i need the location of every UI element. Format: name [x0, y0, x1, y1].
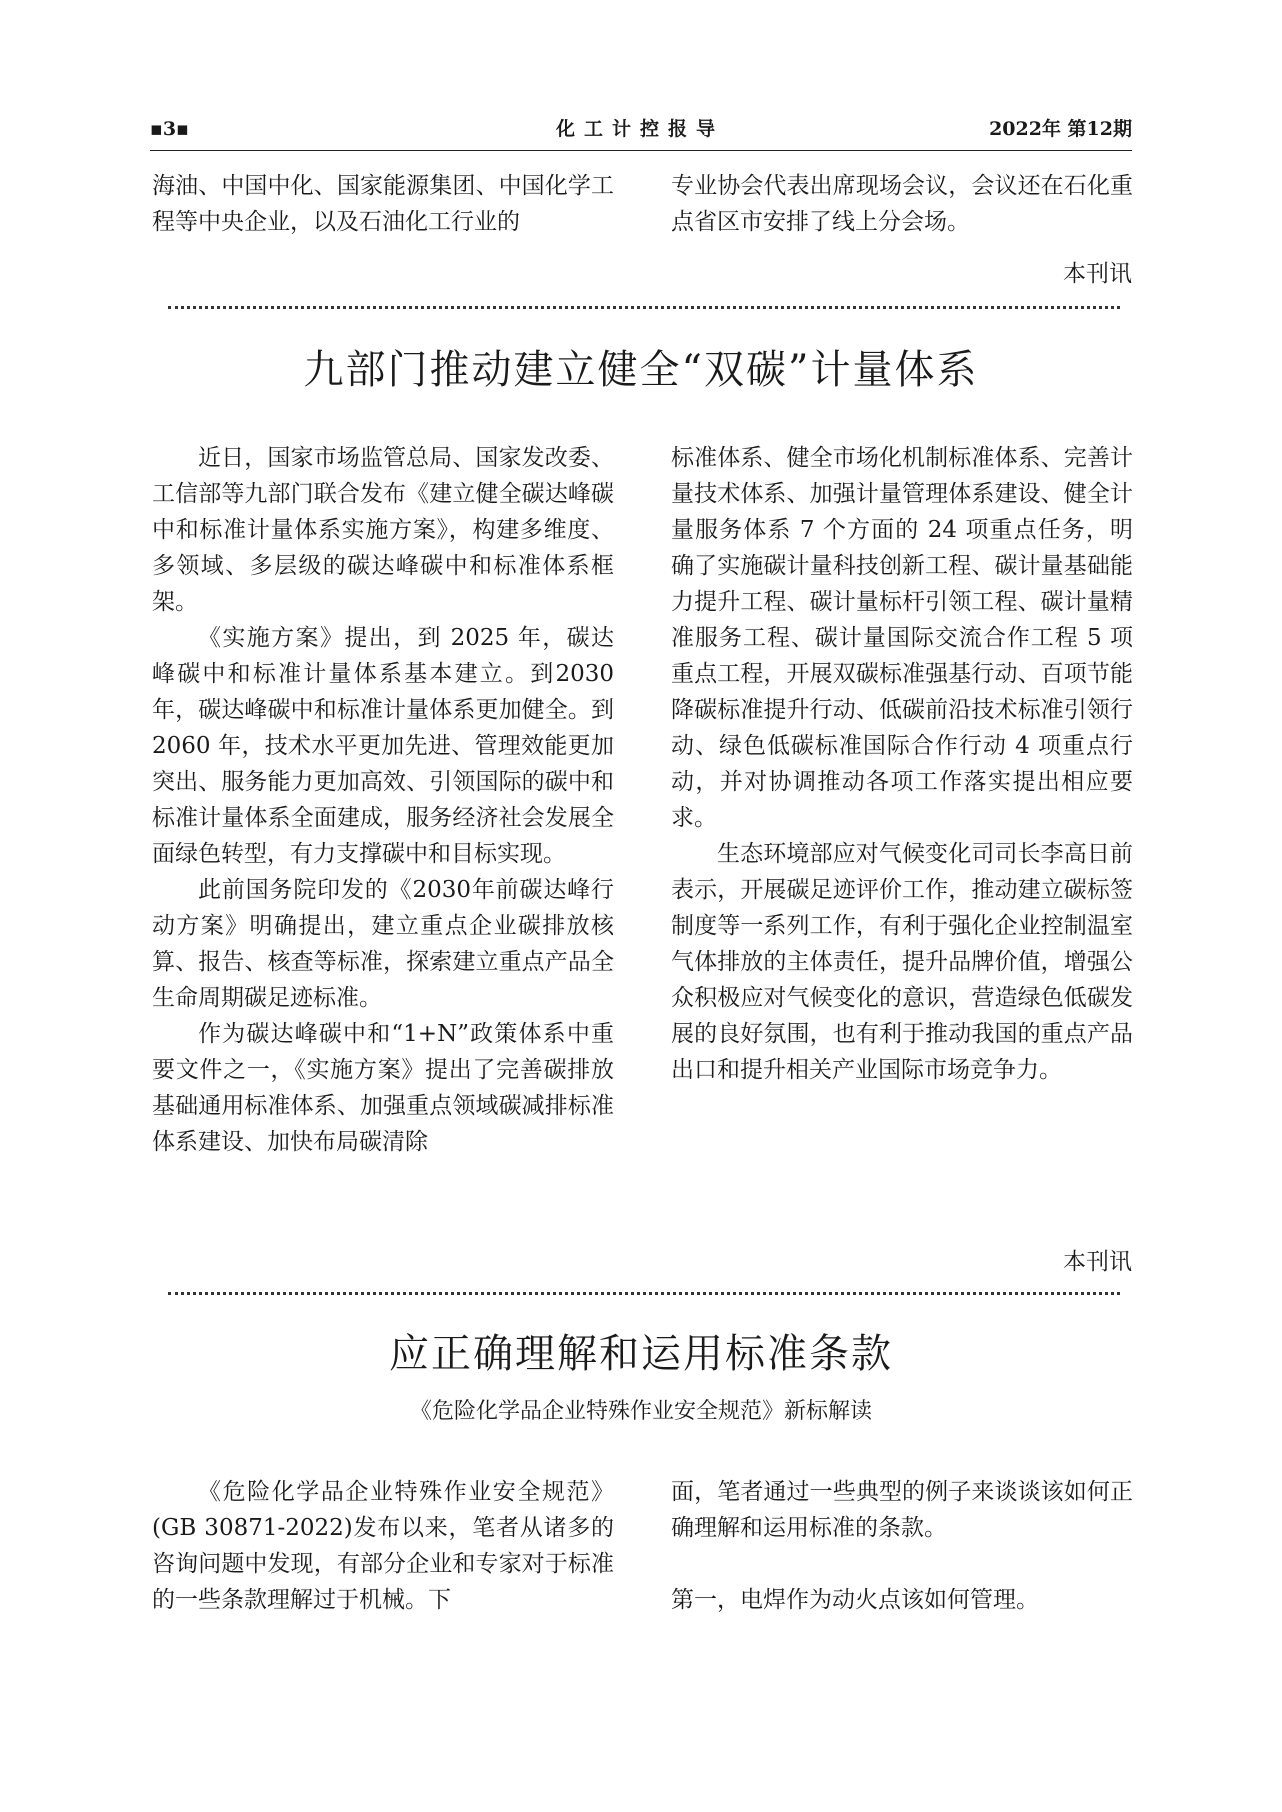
continuation-left-text: 海油、中国中化、国家能源集团、中国化学工程等中央企业，以及石油化工行业的 [152, 173, 614, 235]
article2-paragraph: 面，笔者通过一些典型的例子来谈谈该如何正确理解和运用标准的条款。 [671, 1479, 1133, 1541]
article1-paragraph: 标准体系、健全市场化机制标准体系、完善计量技术体系、加强计量管理体系建设、健全计量服务体系 7 个方面的 24 项重点任务，明确了实施碳计量科技创新工程、碳计量基础能力提升工程、碳计量标杆引领工程、碳计量精准服务工程、碳计量国际交流合作工程 5 项重点工程，开展双碳标准强基行动、百项节能降碳标准提升行动、低碳前沿技术标准引领行动、绿色低碳标准国际合作行动 4 项重点行动，并对协调推动各项工作落实提出相应要求。 [671, 445, 1133, 831]
article1-left-column [152, 440, 614, 1160]
article1-right-column [671, 440, 1133, 1088]
article1-title: 九部门推动建立健全“双碳”计量体系 [303, 347, 979, 393]
page-number: ▪3▪ [150, 118, 189, 140]
article1-paragraph: 作为碳达峰碳中和“1+N”政策体系中重要文件之一，《实施方案》提出了完善碳排放基础通用标准体系、加强重点领域碳减排标准体系建设、加快布局碳清除 [152, 1021, 614, 1155]
continuation-left-column [152, 168, 614, 240]
article1-paragraph: 生态环境部应对气候变化司司长李高日前表示，开展碳足迹评价工作，推动建立碳标签制度等一系列工作，有利于强化企业控制温室气体排放的主体责任，提升品牌价值，增强公众积极应对气候变化的意识，营造绿色低碳发展的良好氛围，也有利于推动我国的重点产品出口和提升相关产业国际市场竞争力。 [671, 841, 1133, 1083]
dotted-separator-1 [168, 306, 1120, 309]
article2-subtitle: 《危险化学品企业特殊作业安全规范》新标解读 [409, 1399, 872, 1424]
continuation-right-text: 专业协会代表出席现场会议，会议还在石化重点省区市安排了线上分会场。 [671, 173, 1133, 235]
continuation-byline: 本刊讯 [1063, 261, 1132, 287]
article1-paragraph: 《实施方案》提出，到 2025 年，碳达峰碳中和标准计量体系基本建立。到2030年，碳达峰碳中和标准计量体系更加健全。到 2060 年，技术水平更加先进、管理效能更加突出、服务能力更加高效、引领国际的碳中和标准计量体系全面建成，服务经济社会发展全面绿色转型，有力支撑碳中和目标实现。 [152, 625, 614, 867]
article1-paragraph: 近日，国家市场监管总局、国家发改委、工信部等九部门联合发布《建立健全碳达峰碳中和标准计量体系实施方案》，构建多维度、多领域、多层级的碳达峰碳中和标准体系框架。 [152, 445, 614, 615]
article2-paragraph: 《危险化学品企业特殊作业安全规范》(GB 30871-2022)发布以来，笔者从诸多的咨询问题中发现，有部分企业和专家对于标准的一些条款理解过于机械。下 [152, 1479, 614, 1613]
article1-byline: 本刊讯 [1063, 1249, 1132, 1275]
header-rule [150, 150, 1132, 151]
dotted-separator-2 [168, 1292, 1120, 1295]
article2-section-heading: 第一，电焊作为动火点该如何管理。 [671, 1587, 1039, 1613]
article2-right-column [671, 1474, 1133, 1618]
article2-title: 应正确理解和运用标准条款 [389, 1331, 893, 1377]
article2-left-column [152, 1474, 614, 1618]
article1-paragraph: 此前国务院印发的《2030年前碳达峰行动方案》明确提出，建立重点企业碳排放核算、报告、核查等标准，探索建立重点产品全生命周期碳足迹标准。 [152, 877, 614, 1011]
issue-label: 2022年 第12期 [989, 118, 1132, 140]
journal-name: 化工计控报导 [555, 118, 724, 140]
continuation-right-column [671, 168, 1133, 240]
